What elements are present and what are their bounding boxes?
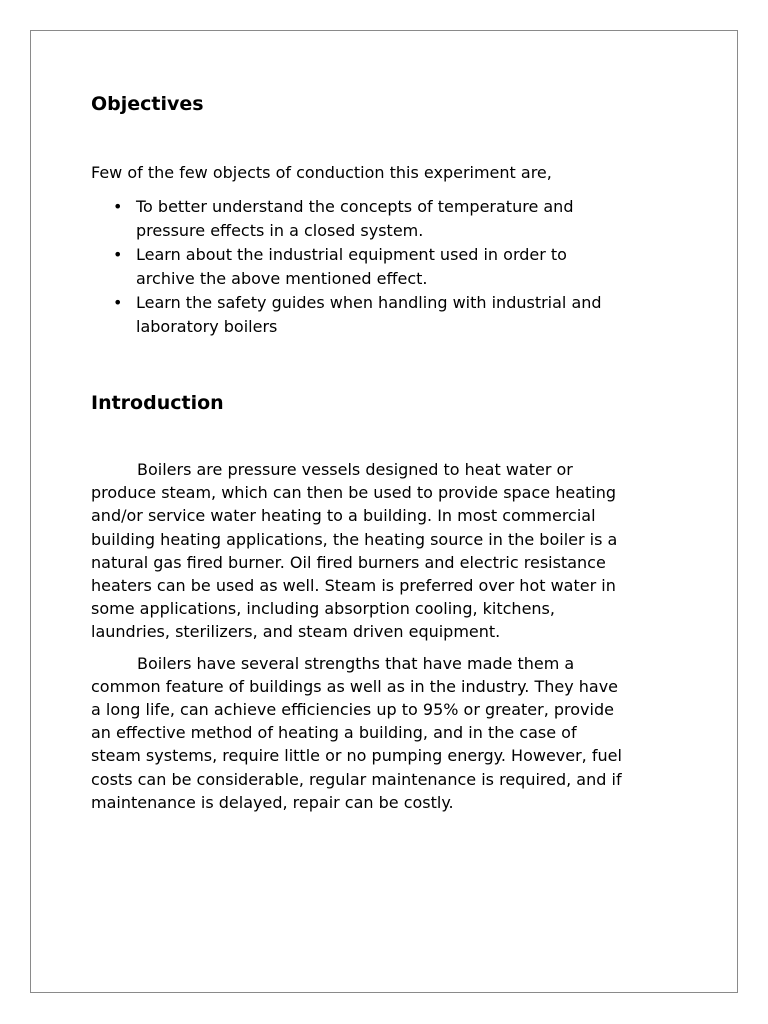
paragraph-line: produce steam, which can then be used to provide space heating: [91, 483, 617, 503]
list-item-line: Learn about the industrial equipment used in order to: [136, 245, 567, 264]
paragraph-line: maintenance is delayed, repair can be costly.: [91, 792, 454, 812]
list-item: [91, 243, 691, 291]
introduction-body: [91, 458, 691, 822]
paragraph-line: Boilers are pressure vessels designed to heat water or: [137, 460, 573, 479]
paragraph-line: an effective method of heating a building, and in the case of: [91, 723, 577, 743]
paragraph-line: a long life, can achieve efficiencies up to 95% or greater, provide: [91, 700, 614, 720]
paragraph-line: some applications, including absorption cooling, kitchens,: [91, 599, 555, 619]
list-item-line: archive the above mentioned effect.: [136, 269, 428, 288]
paragraph-line: Boilers have several strengths that have made them a: [137, 653, 575, 673]
objectives-lead: Few of the few objects of conduction this experiment are,: [91, 163, 552, 182]
introduction-heading: Introduction: [91, 392, 224, 414]
paragraph-line: heaters can be used as well. Steam is preferred over hot water in: [91, 576, 616, 596]
introduction-paragraph: [91, 652, 691, 814]
bullet-icon: •: [113, 197, 123, 216]
list-item: [91, 195, 691, 243]
paragraph-line: steam systems, require little or no pumping energy. However, fuel: [91, 746, 622, 766]
list-item-line: To better understand the concepts of temperature and: [136, 197, 574, 216]
objectives-list: [91, 195, 691, 339]
list-item-line: Learn the safety guides when handling with industrial and: [136, 293, 602, 312]
paragraph-line: natural gas fired burner. Oil fired burners and electric resistance: [91, 552, 606, 572]
paragraph-line: building heating applications, the heating source in the boiler is a: [91, 529, 618, 549]
bullet-icon: •: [113, 293, 123, 312]
list-item-line: laboratory boilers: [136, 317, 278, 336]
objectives-heading: Objectives: [91, 93, 204, 115]
paragraph-line: common feature of buildings as well as in the industry. They have: [91, 676, 619, 696]
paragraph-line: laundries, sterilizers, and steam driven equipment.: [91, 622, 501, 642]
paragraph-line: and/or service water heating to a building. In most commercial: [91, 506, 596, 526]
paragraph-line: costs can be considerable, regular maintenance is required, and if: [91, 769, 622, 789]
list-item: [91, 291, 691, 339]
introduction-paragraph: [91, 458, 691, 644]
bullet-icon: •: [113, 245, 123, 264]
list-item-line: pressure effects in a closed system.: [136, 221, 424, 240]
